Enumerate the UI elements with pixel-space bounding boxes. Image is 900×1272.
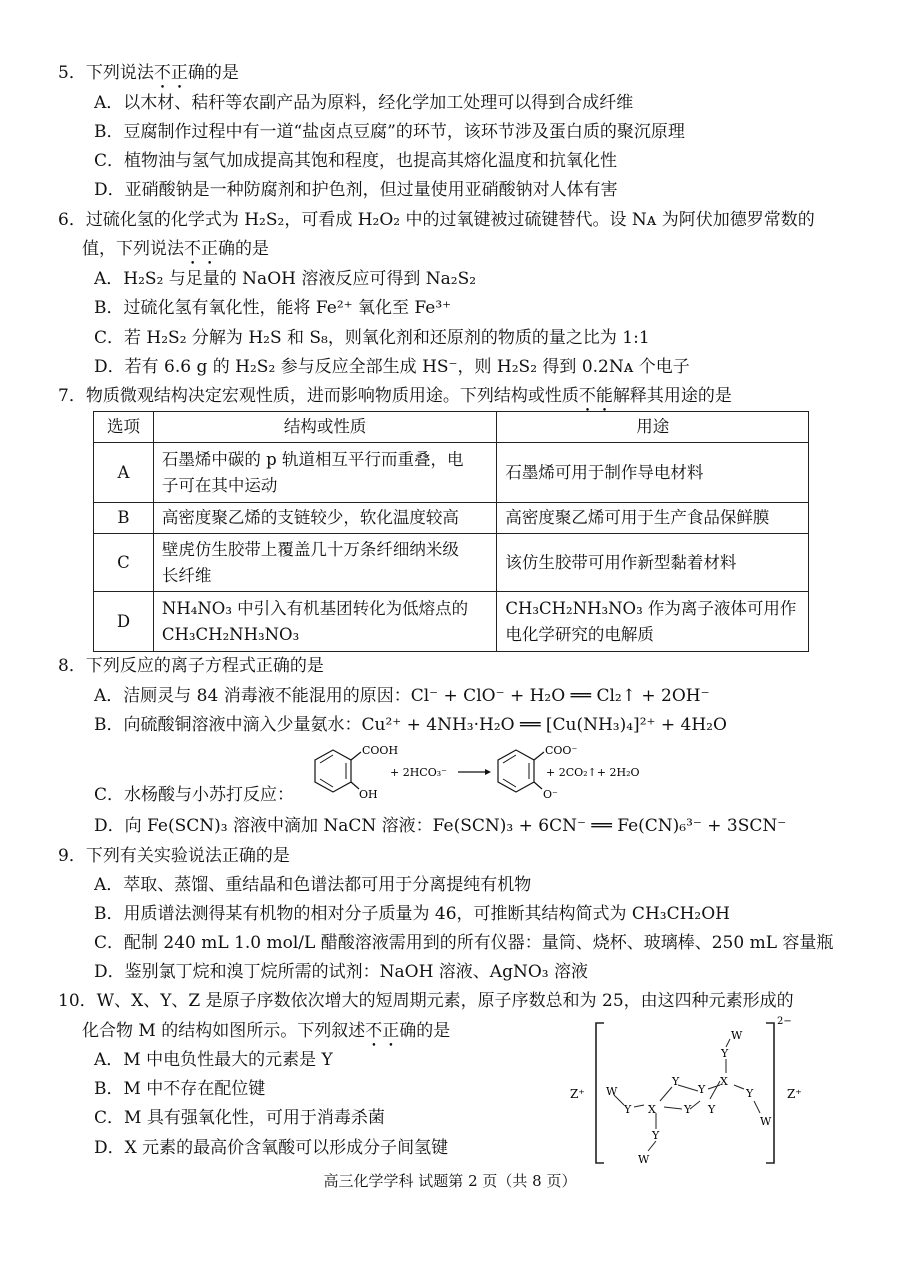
q9-option-b: B．用质谱法测得某有机物的相对分子质量为 46，可推断其结构简式为 CH₃CH₂OH — [94, 904, 730, 924]
atom-w: W — [638, 1153, 650, 1166]
cation-right: Z⁺ — [787, 1087, 802, 1101]
atom-y: Y — [746, 1087, 754, 1100]
row-option: C — [94, 534, 154, 592]
q6-stem-line2: 值，下列说法不正确的是 — [82, 239, 269, 259]
compound-m-structure — [560, 1015, 840, 1170]
q5-option-a: A．以木材、秸秆等农副产品为原料，经化学加工处理可以得到合成纤维 — [94, 93, 634, 113]
row-use: 石墨烯可用于制作导电材料 — [497, 443, 809, 503]
q7-stem: 7．物质微观结构决定宏观性质，进而影响物质用途。下列结构或性质不能解释其用途的是 — [58, 386, 732, 406]
atom-w: W — [606, 1085, 618, 1098]
q7-table — [93, 411, 809, 652]
q8-option-a: A．洁厕灵与 84 消毒液不能混用的原因：Cl⁻ + ClO⁻ + H₂O ══ Cl₂↑ + 2OH⁻ — [94, 686, 710, 706]
q5-option-d: D．亚硝酸钠是一种防腐剂和护色剂，但过量使用亚硝酸钠对人体有害 — [94, 180, 618, 200]
q10-option-a: A．M 中电负性最大的元素是 Y — [94, 1050, 333, 1070]
salicylic-acid-reaction-diagram — [295, 742, 640, 804]
q9-option-d: D．鉴别氯丁烷和溴丁烷所需的试剂：NaOH 溶液、AgNO₃ 溶液 — [94, 962, 588, 982]
atom-y: Y — [708, 1103, 716, 1116]
atom-y: Y — [684, 1103, 692, 1116]
row-option: B — [94, 503, 154, 534]
row-use: 高密度聚乙烯可用于生产食品保鲜膜 — [497, 503, 809, 534]
q8-option-c: C．水杨酸与小苏打反应： — [94, 785, 295, 805]
page-footer: 高三化学学科 试题第 2 页（共 8 页） — [323, 1172, 577, 1190]
table-row — [94, 592, 809, 652]
row-option: D — [94, 592, 154, 652]
atom-y: Y — [672, 1075, 680, 1088]
q8-stem: 8．下列反应的离子方程式正确的是 — [58, 656, 324, 676]
table-row — [94, 443, 809, 503]
header-use: 用途 — [497, 412, 809, 443]
q5-option-c: C．植物油与氢气加成提高其饱和程度，也提高其熔化温度和抗氧化性 — [94, 151, 618, 171]
row-use: CH₃CH₂NH₃NO₃ 作为离子液体可用作 电化学研究的电解质 — [497, 592, 809, 652]
q9-stem: 9．下列有关实验说法正确的是 — [58, 846, 290, 866]
cooh-label: COOH — [362, 744, 399, 757]
header-structure: 结构或性质 — [153, 412, 496, 443]
row-structure: NH₄NO₃ 中引入有机基团转化为低熔点的 CH₃CH₂NH₃NO₃ — [153, 592, 496, 652]
left-bracket — [596, 1023, 604, 1163]
row-structure: 石墨烯中碳的 p 轨道相互平行而重叠，电 子可在其中运动 — [153, 443, 496, 503]
right-bracket — [766, 1023, 774, 1163]
table-row — [94, 534, 809, 592]
reagent-label: + 2HCO₃⁻ — [390, 766, 447, 779]
products-label: + 2CO₂↑+ 2H₂O — [546, 766, 640, 779]
atom-y: Y — [721, 1047, 729, 1060]
row-structure: 壁虎仿生胶带上覆盖几十万条纤细纳米级 长纤维 — [153, 534, 496, 592]
atom-y: Y — [652, 1129, 660, 1142]
atom-w: W — [760, 1115, 772, 1128]
row-use: 该仿生胶带可用作新型黏着材料 — [497, 534, 809, 592]
row-option: A — [94, 443, 154, 503]
q10-option-b: B．M 中不存在配位键 — [94, 1079, 266, 1099]
q10-option-c: C．M 具有强氧化性，可用于消毒杀菌 — [94, 1108, 385, 1128]
coo-label: COO⁻ — [545, 744, 578, 757]
atom-x: X — [720, 1075, 728, 1088]
charge-label: 2− — [777, 1016, 792, 1027]
q9-option-c: C．配制 240 mL 1.0 mol/L 醋酸溶液需用到的所有仪器：量筒、烧杯、玻璃棒、250 mL 容量瓶 — [94, 933, 834, 953]
q6-option-a: A．H₂S₂ 与足量的 NaOH 溶液反应可得到 Na₂S₂ — [94, 269, 477, 289]
q8-option-b: B．向硫酸铜溶液中滴入少量氨水：Cu²⁺ + 4NH₃·H₂O ══ [Cu(NH₃)₄]²⁺ + 4H₂O — [94, 715, 727, 735]
atom-x: X — [648, 1103, 656, 1116]
q10-stem-line2: 化合物 M 的结构如图所示。下列叙述不正确的是 — [82, 1021, 451, 1041]
atom-w: W — [731, 1029, 743, 1042]
q10-option-d: D．X 元素的最高价含氧酸可以形成分子间氢键 — [94, 1138, 449, 1158]
header-option: 选项 — [94, 412, 154, 443]
q5-stem: 5．下列说法不正确的是 — [58, 63, 239, 83]
q6-option-d: D．若有 6.6 g 的 H₂S₂ 参与反应全部生成 HS⁻，则 H₂S₂ 得到 0.2Nᴀ 个电子 — [94, 357, 690, 377]
q10-stem-line1: 10．W、X、Y、Z 是原子序数依次增大的短周期元素，原子序数总和为 25，由这四种元素形成的 — [58, 991, 794, 1011]
o-minus-label: O⁻ — [543, 788, 558, 801]
q6-option-b: B．过硫化氢有氧化性，能将 Fe²⁺ 氧化至 Fe³⁺ — [94, 298, 452, 318]
table-row — [94, 503, 809, 534]
q6-option-c: C．若 H₂S₂ 分解为 H₂S 和 S₈，则氧化剂和还原剂的物质的量之比为 1:1 — [94, 328, 650, 348]
q6-stem-line1: 6．过硫化氢的化学式为 H₂S₂，可看成 H₂O₂ 中的过氧键被过硫键替代。设 Nᴀ 为阿伏加德罗常数的 — [58, 210, 815, 230]
q5-option-b: B．豆腐制作过程中有一道“盐卤点豆腐”的环节，该环节涉及蛋白质的聚沉原理 — [94, 122, 685, 142]
cation-left: Z⁺ — [570, 1087, 585, 1101]
q9-option-a: A．萃取、蒸馏、重结晶和色谱法都可用于分离提纯有机物 — [94, 875, 532, 895]
atom-y: Y — [624, 1103, 632, 1116]
q8-option-d: D．向 Fe(SCN)₃ 溶液中滴加 NaCN 溶液：Fe(SCN)₃ + 6CN⁻ ══ Fe(CN)₆³⁻ + 3SCN⁻ — [94, 816, 787, 836]
row-structure: 高密度聚乙烯的支链较少，软化温度较高 — [153, 503, 496, 534]
oh-label: OH — [359, 788, 378, 801]
atom-y: Y — [698, 1083, 706, 1096]
table-header-row — [94, 412, 809, 443]
